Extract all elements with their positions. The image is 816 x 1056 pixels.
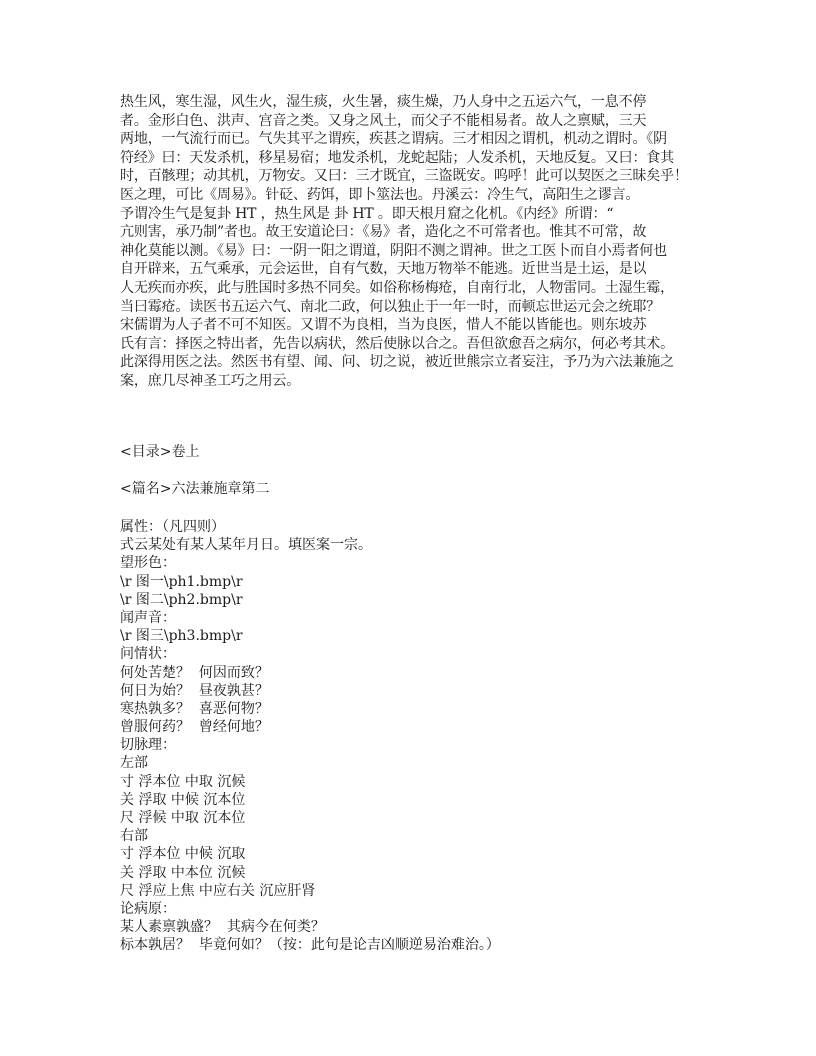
question-line: 曾服何药？ 曾经何地？ [120, 719, 269, 736]
section-label-etiology: 论病原： [120, 900, 176, 917]
image-reference: \r 图一\ph1.bmp\r [120, 573, 243, 590]
text-line: 医之理，可比《周易》。针砭、药饵，即卜筮法也。丹溪云：冷生气，高阳生之谬言。 [120, 186, 640, 203]
section-label-listen: 闻声音： [120, 609, 176, 626]
chapter-title: <篇名>六法兼施章第二 [120, 481, 270, 497]
text-line: 此深得用医之法。然医书有望、闻、问、切之说，被近世熊宗立者妄注，予乃为六法兼施之 [120, 354, 674, 371]
question-line: 标本孰居？ 毕竟何如？（按：此句是论吉凶顺逆易治难治。） [120, 937, 500, 954]
pulse-line: 关 浮取 中候 沉本位 [120, 791, 246, 808]
pulse-side-label: 左部 [120, 755, 148, 772]
pulse-side-label: 右部 [120, 828, 148, 845]
pulse-line: 寸 浮本位 中候 沉取 [120, 846, 246, 863]
text-line: 神化莫能以测。《易》曰：一阴一阳之谓道，阴阳不测之谓神。世之工医卜而自小焉者何也 [120, 242, 667, 259]
section-label-inquire: 问情状： [120, 646, 176, 663]
text-line: 热生风，寒生湿，风生火，湿生痰，火生暑，痰生燥，乃人身中之五运六气，一息不停 [120, 94, 647, 110]
text-line: 宋儒谓为人子者不可不知医。又谓不为良相，当为良医，惜人不能以皆能也。则东坡苏 [120, 317, 647, 334]
format-line: 式云某处有某人某年月日。填医案一宗。 [120, 537, 372, 554]
text-line: 氏有言：择医之特出者，先告以病状，然后使脉以合之。吾但欲愈吾之病尔，何必考其术。 [120, 335, 674, 352]
question-line: 某人素禀孰盛？ 其病今在何类？ [120, 919, 325, 936]
text-line: 予谓冷生气是复卦 HT ，热生风是 卦 HT 。即天根月窟之化机。《内经》所谓：“ [120, 205, 614, 222]
question-line: 何日为始？ 昼夜孰甚？ [120, 682, 269, 699]
pulse-line: 关 浮取 中本位 沉候 [120, 864, 246, 881]
question-line: 何处苦楚？ 何因而致？ [120, 664, 269, 681]
text-line: 人无疾而亦疾，此与胜国时多热不同矣。如俗称杨梅疮，自南行北，人物雷同。土湿生霉， [120, 279, 674, 296]
attribute-line: 属性：（凡四则） [120, 519, 225, 535]
toc-heading: <目录>卷上 [120, 444, 200, 460]
section-label-pulse: 切脉理： [120, 737, 176, 754]
case-template-section [120, 518, 720, 955]
text-line: 两地，一气流行而已。气失其平之谓疾，疾甚之谓病。三才相因之谓机，机动之谓时。《阴 [120, 131, 667, 148]
pulse-line: 尺 浮候 中取 沉本位 [120, 810, 246, 826]
text-line: 当曰霉疮。读医书五运六气、南北二政，何以独止于一年一时，而顿忘世运元会之统耶？ [120, 298, 661, 315]
pulse-line: 尺 浮应上焦 中应右关 沉应肝肾 [120, 882, 316, 899]
text-line: 案，庶几尽神圣工巧之用云。 [120, 372, 301, 389]
image-reference: \r 图二\ph2.bmp\r [120, 591, 243, 608]
text-line: 时，百骸理；动其机，万物安。又曰：三才既宜，三盗既安。呜呼！此可以契医之三昧矣乎！ [120, 168, 688, 185]
text-line: 者。金形白色、洪声、宫音之类。又身之风土，而父子不能相易者。故人之禀赋，三天 [120, 112, 647, 129]
question-line: 寒热孰多？ 喜恶何物？ [120, 700, 269, 717]
text-line: 符经》曰：天发杀机，移星易宿；地发杀机，龙蛇起陆；人发杀机，天地反复。又曰：食其 [120, 149, 674, 166]
pulse-line: 寸 浮本位 中取 沉候 [120, 773, 246, 790]
text-line: 亢则害，承乃制”者也。故王安道论曰：《易》者，造化之不可常者也。惟其不可常，故 [120, 224, 647, 241]
text-line: 自开辟来，五气乘承，元会运世，自有气数，天地万物举不能逃。近世当是土运，是以 [120, 261, 647, 278]
section-label-observe: 望形色： [120, 555, 176, 572]
intro-paragraph [120, 93, 720, 391]
image-reference: \r 图三\ph3.bmp\r [120, 628, 243, 645]
